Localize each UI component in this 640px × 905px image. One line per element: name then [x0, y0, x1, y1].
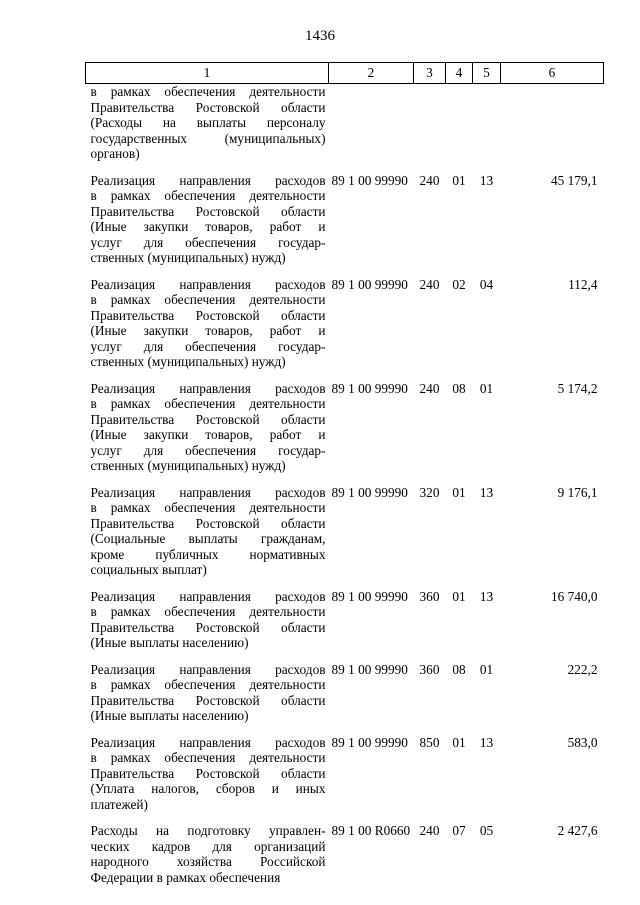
description-line: Правительства Ростовской области [90, 619, 326, 635]
budget-table [85, 62, 604, 896]
description-line: в рамках обеспечения деятельности [90, 292, 326, 307]
table-header [86, 63, 604, 84]
description-line: ственных (муниципальных) нужд) [90, 458, 286, 473]
expense-description [86, 84, 329, 173]
column-header-4: 4 [446, 63, 473, 84]
section-code: 01 [452, 484, 466, 500]
section-code: 01 [452, 172, 466, 188]
expense-type-code: 320 [419, 484, 440, 500]
expense-type-code [414, 84, 446, 173]
target-article-code: 89 1 00 99990 [331, 661, 408, 677]
description-line: народного хозяйства Российской [90, 854, 326, 869]
description-line: Расходы на подготовку управлен- [90, 823, 326, 838]
description-line: Реализация направления расходов [90, 661, 326, 677]
description-line: в рамках обеспечения деятельности [90, 188, 326, 203]
subsection-code: 05 [479, 823, 494, 838]
expense-description [86, 485, 329, 589]
description-line: (Иные закупки товаров, работ и [90, 427, 326, 442]
subsection-code: 13 [479, 588, 494, 604]
description-line: ственных (муниципальных) нужд) [90, 354, 286, 369]
section-code: 02 [452, 276, 466, 292]
subsection-code: 13 [479, 172, 494, 188]
expense-type-code: 850 [419, 734, 440, 750]
expense-description [86, 589, 329, 662]
expense-description [86, 823, 329, 896]
description-line: органов) [90, 146, 140, 161]
table-row [86, 84, 604, 173]
expense-type-code: 240 [419, 823, 440, 838]
description-line: Правительства Ростовской области [90, 765, 326, 781]
description-line: Правительства Ростовской области [90, 692, 326, 708]
description-line: в рамках обеспечения деятельности [90, 750, 326, 765]
description-line: кроме публичных нормативных [90, 546, 326, 562]
description-line: в рамках обеспечения деятельности [90, 396, 326, 411]
description-line: Федерации в рамках обеспечения [90, 869, 281, 885]
description-line: (Социальные выплаты гражданам, [90, 531, 326, 546]
description-line: Реализация направления расходов [90, 276, 326, 292]
column-header-3: 3 [414, 63, 446, 84]
column-header-5: 5 [473, 63, 501, 84]
description-line: (Иные закупки товаров, работ и [90, 323, 326, 338]
expense-type-code: 360 [419, 588, 440, 604]
description-line: (Иные выплаты населению) [90, 708, 249, 723]
expense-type-code: 240 [419, 172, 440, 188]
table-row [86, 381, 604, 485]
section-code: 07 [452, 823, 466, 838]
target-article-code: 89 1 00 99990 [331, 172, 408, 188]
description-line: Реализация направления расходов [90, 484, 326, 500]
description-line: Правительства Ростовской области [90, 307, 326, 323]
target-article-code: 89 1 00 99990 [331, 588, 408, 604]
amount-value: 16 740,0 [550, 588, 598, 604]
target-article-code: 89 1 00 99990 [331, 734, 408, 750]
section-code: 08 [452, 661, 466, 677]
amount-value: 2 427,6 [557, 823, 598, 838]
description-line: услуг для обеспечения государ- [90, 234, 326, 250]
description-line: Правительства Ростовской области [90, 99, 326, 115]
description-line: в рамках обеспечения деятельности [90, 500, 326, 515]
expense-description [86, 662, 329, 735]
description-line: (Расходы на выплаты персоналу [90, 115, 326, 130]
target-article-code: 89 1 00 99990 [331, 380, 408, 396]
subsection-code: 13 [479, 734, 494, 750]
table-row [86, 823, 604, 896]
amount-value: 583,0 [567, 734, 598, 750]
section-code: 08 [452, 380, 466, 396]
amount-value: 112,4 [568, 276, 598, 292]
target-article-code: 89 1 00 R0660 [331, 823, 411, 838]
description-line: Правительства Ростовской области [90, 203, 326, 219]
table-row [86, 277, 604, 381]
description-line: (Иные выплаты населению) [90, 635, 249, 650]
table-row [86, 735, 604, 824]
amount-value: 5 174,2 [557, 380, 598, 396]
expense-description [86, 277, 329, 381]
amount-value: 222,2 [567, 661, 598, 677]
amount-value: 9 176,1 [557, 484, 598, 500]
amount-value [501, 84, 604, 173]
subsection-code: 01 [479, 661, 494, 677]
description-line: в рамках обеспечения деятельности [90, 677, 326, 692]
description-line: Реализация направления расходов [90, 380, 326, 396]
subsection-code: 13 [479, 484, 494, 500]
expense-type-code: 360 [419, 661, 440, 677]
table-row [86, 173, 604, 277]
page-number: 1436 [305, 28, 335, 44]
table-body [86, 84, 604, 897]
description-line: Правительства Ростовской области [90, 515, 326, 531]
target-article-code: 89 1 00 99990 [331, 276, 408, 292]
description-line: платежей) [90, 796, 148, 812]
description-line: Реализация направления расходов [90, 734, 326, 750]
description-line: в рамках обеспечения деятельности [90, 604, 326, 619]
expense-type-code: 240 [419, 380, 440, 396]
table-row [86, 485, 604, 589]
section-code: 01 [452, 734, 466, 750]
expense-description [86, 173, 329, 277]
description-line: Правительства Ростовской области [90, 411, 326, 427]
subsection-code: 01 [479, 380, 494, 396]
amount-value: 45 179,1 [550, 172, 598, 188]
column-header-1: 1 [86, 63, 329, 84]
section-code: 01 [452, 588, 466, 604]
expense-description [86, 381, 329, 485]
section-code [446, 84, 473, 173]
description-line: ственных (муниципальных) нужд) [90, 250, 286, 265]
column-header-2: 2 [329, 63, 414, 84]
target-article-code [329, 84, 414, 173]
description-line: социальных выплат) [90, 562, 207, 577]
description-line: (Иные закупки товаров, работ и [90, 219, 326, 234]
description-line: услуг для обеспечения государ- [90, 338, 326, 354]
description-line: (Уплата налогов, сборов и иных [90, 781, 326, 796]
expense-type-code: 240 [419, 276, 440, 292]
subsection-code [473, 84, 501, 173]
description-line: Реализация направления расходов [90, 172, 326, 188]
description-line: государственных (муниципальных) [90, 130, 326, 146]
table-row [86, 589, 604, 662]
target-article-code: 89 1 00 99990 [331, 484, 408, 500]
description-line: Реализация направления расходов [90, 588, 326, 604]
subsection-code: 04 [479, 276, 494, 292]
description-line: ческих кадров для организаций [90, 838, 326, 854]
expense-description [86, 735, 329, 824]
table-row [86, 662, 604, 735]
description-line: в рамках обеспечения деятельности [90, 84, 326, 99]
description-line: услуг для обеспечения государ- [90, 442, 326, 458]
column-header-6: 6 [501, 63, 604, 84]
